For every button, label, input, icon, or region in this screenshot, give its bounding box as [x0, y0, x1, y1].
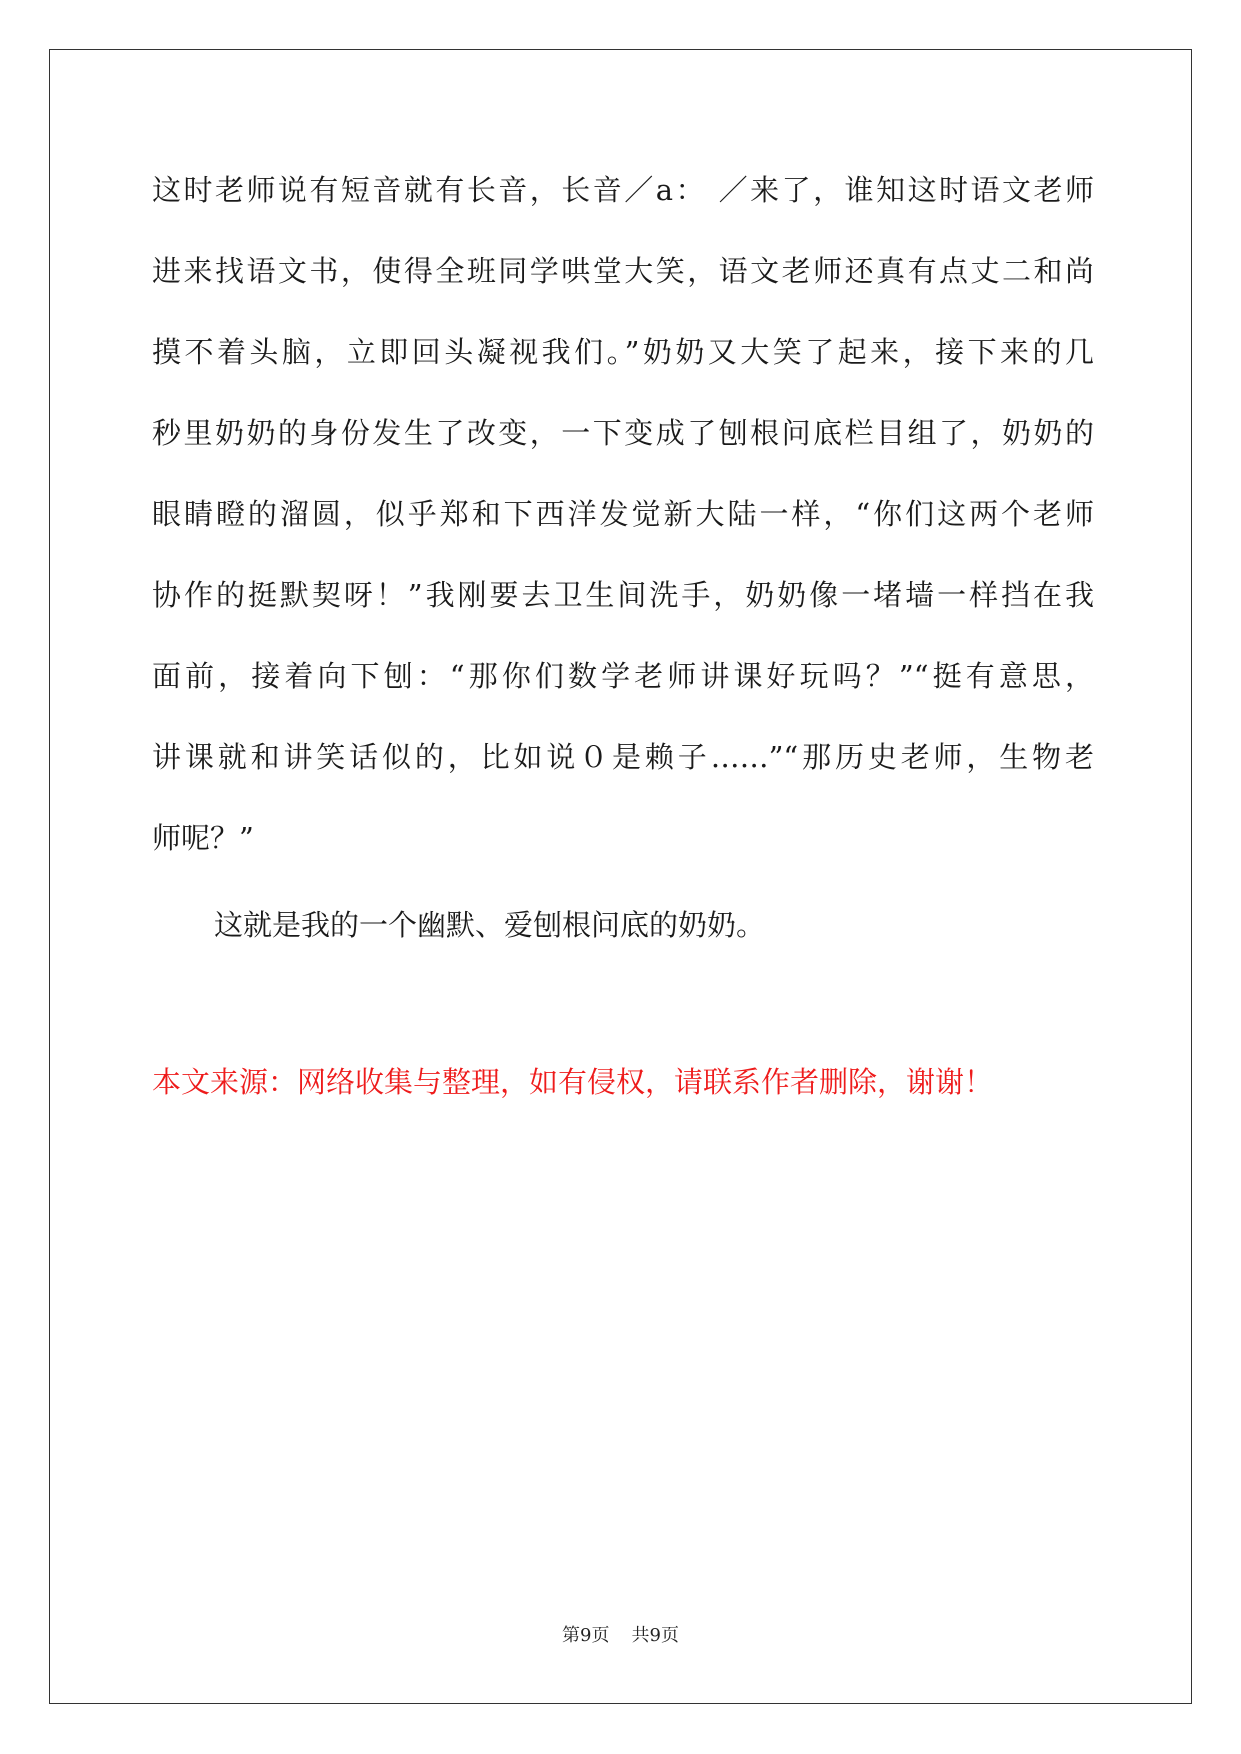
paragraph-line: 这时老师说有短音就有长音，长音／a： ／来了，谁知这时语文老师 — [152, 173, 1094, 207]
paragraph-line: 讲课就和讲笑话似的，比如说０是赖子……”“那历史老师，生物老 — [152, 740, 1094, 774]
page-number: 第9页 — [562, 1625, 610, 1646]
paragraph-line: 秒里奶奶的身份发生了改变，一下变成了刨根问底栏目组了，奶奶的 — [152, 416, 1094, 450]
paragraph-line: 进来找语文书，使得全班同学哄堂大笑，语文老师还真有点丈二和尚 — [152, 254, 1094, 288]
paragraph-line: 面前，接着向下刨：“那你们数学老师讲课好玩吗？”“挺有意思， — [152, 659, 1094, 693]
page-footer — [0, 1624, 1241, 1648]
source-note: 本文来源：网络收集与整理，如有侵权，请联系作者删除，谢谢！ — [152, 1065, 994, 1099]
paragraph-line: 摸不着头脑，立即回头凝视我们。”奶奶又大笑了起来，接下来的几 — [152, 335, 1094, 369]
document-body — [152, 160, 1094, 976]
page-total: 共9页 — [631, 1625, 679, 1646]
paragraph-line-last: 师呢？” — [152, 821, 254, 855]
closing-paragraph: 这就是我的一个幽默、爱刨根问底的奶奶。 — [214, 908, 766, 942]
paragraph-line: 眼睛瞪的溜圆，似乎郑和下西洋发觉新大陆一样，“你们这两个老师 — [152, 497, 1094, 531]
paragraph-line: 协作的挺默契呀！”我刚要去卫生间洗手，奶奶像一堵墙一样挡在我 — [152, 578, 1094, 612]
